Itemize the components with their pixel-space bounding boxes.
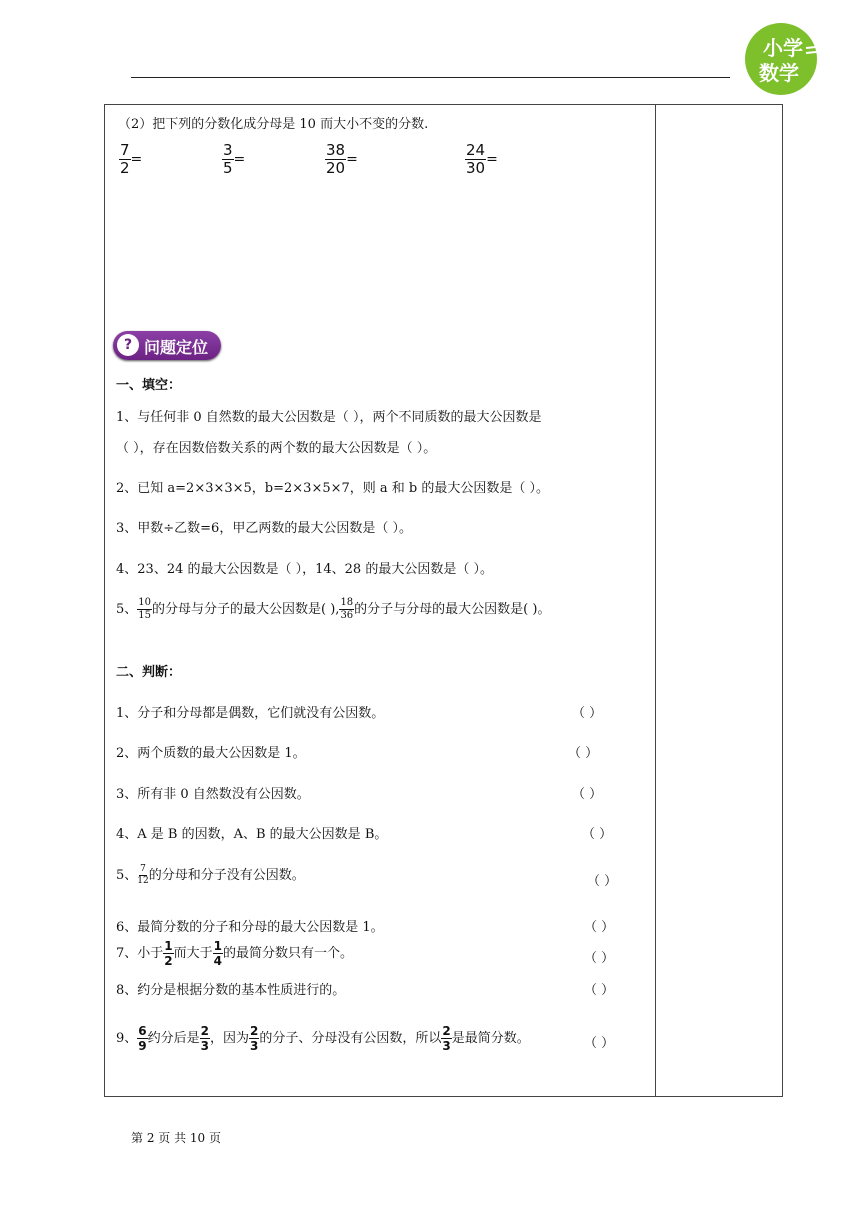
judge-heading: 二、判断： — [116, 665, 182, 680]
badge-label: 问题定位 — [144, 338, 209, 357]
fraction-3-5: $\frac{3}{5}$ = — [223, 141, 246, 177]
column-divider — [655, 105, 656, 1096]
problem-location-badge — [113, 331, 221, 360]
judge-q6: 6、最简分数的分子和分母的最大公因数是 1。 — [116, 920, 384, 935]
judge-q4: 4、A 是 B 的因数，A、B 的最大公因数是 B。 — [116, 827, 388, 842]
judge-q2-answer[interactable]: （ ） — [568, 746, 599, 761]
judge-q8: 8、约分是根据分数的基本性质进行的。 — [116, 983, 346, 998]
header-rule — [131, 77, 730, 78]
judge-q5-answer[interactable]: （ ） — [587, 874, 618, 889]
xiaoxue-shuxue-logo — [744, 22, 828, 96]
fraction-24-30: $\frac{24}{30}$ = — [466, 141, 498, 177]
judge-q1: 1、分子和分母都是偶数，它们就没有公因数。 — [116, 706, 385, 721]
fill-q1-line2: （ ），存在因数倍数关系的两个数的最大公因数是（ ）。 — [116, 441, 437, 456]
part2-instruction: （2）把下列的分数化成分母是 10 而大小不变的分数. — [118, 117, 429, 132]
fraction-7-2: $\frac{7}{2}$ = — [120, 141, 143, 177]
logo-line2: 数学 — [759, 61, 799, 85]
judge-q5: 5、 $\frac{7}{12}$ 的分母和分子没有公因数。 — [116, 864, 305, 886]
judge-q7: 7、小于 $\frac{1}{2}$ 而大于 $\frac{1}{4}$ 的最简分数只有一个。 — [116, 939, 354, 968]
judge-q8-answer[interactable]: （ ） — [584, 983, 615, 998]
judge-q7-answer[interactable]: （ ） — [584, 951, 615, 966]
fraction-38-20: $\frac{38}{20}$ = — [326, 141, 358, 177]
judge-q2: 2、两个质数的最大公因数是 1。 — [116, 746, 306, 761]
fill-q2: 2、已知 a=2×3×3×5，b=2×3×5×7，则 a 和 b 的最大公因数是（ ）。 — [116, 481, 550, 496]
judge-q6-answer[interactable]: （ ） — [584, 920, 615, 935]
judge-q9: 9、 $\frac{6}{9}$ 约分后是 $\frac{2}{3}$ ，因为 $\frac{2}{3}$ 的分子、分母没有公因数，所以 $\frac{2}{3}$ 是最简分数。 — [116, 1024, 530, 1053]
fill-q1-line1: 1、与任何非 0 自然数的最大公因数是（ ），两个不同质数的最大公因数是 — [116, 410, 542, 425]
logo-line1: 小学 — [763, 36, 803, 60]
judge-q9-answer[interactable]: （ ） — [584, 1036, 615, 1051]
judge-q4-answer[interactable]: （ ） — [582, 827, 613, 842]
fill-q3: 3、甲数÷乙数=6，甲乙两数的最大公因数是（ ）。 — [116, 521, 412, 536]
question-mark-icon: ? — [117, 334, 139, 356]
judge-q3: 3、所有非 0 自然数没有公因数。 — [116, 787, 310, 802]
page-footer: 第 2 页 共 10 页 — [131, 1131, 221, 1145]
fill-q5: 5、 $\frac{10}{15}$ 的分母与分子的最大公因数是( ), $\frac{18}{36}$ 的分子与分母的最大公因数是( )。 — [116, 597, 551, 621]
judge-q3-answer[interactable]: （ ） — [572, 787, 603, 802]
fill-q4: 4、23、24 的最大公因数是（ ），14、28 的最大公因数是（ ）。 — [116, 562, 493, 577]
judge-q1-answer[interactable]: （ ） — [572, 706, 603, 721]
fill-heading: 一、填空： — [116, 378, 182, 393]
